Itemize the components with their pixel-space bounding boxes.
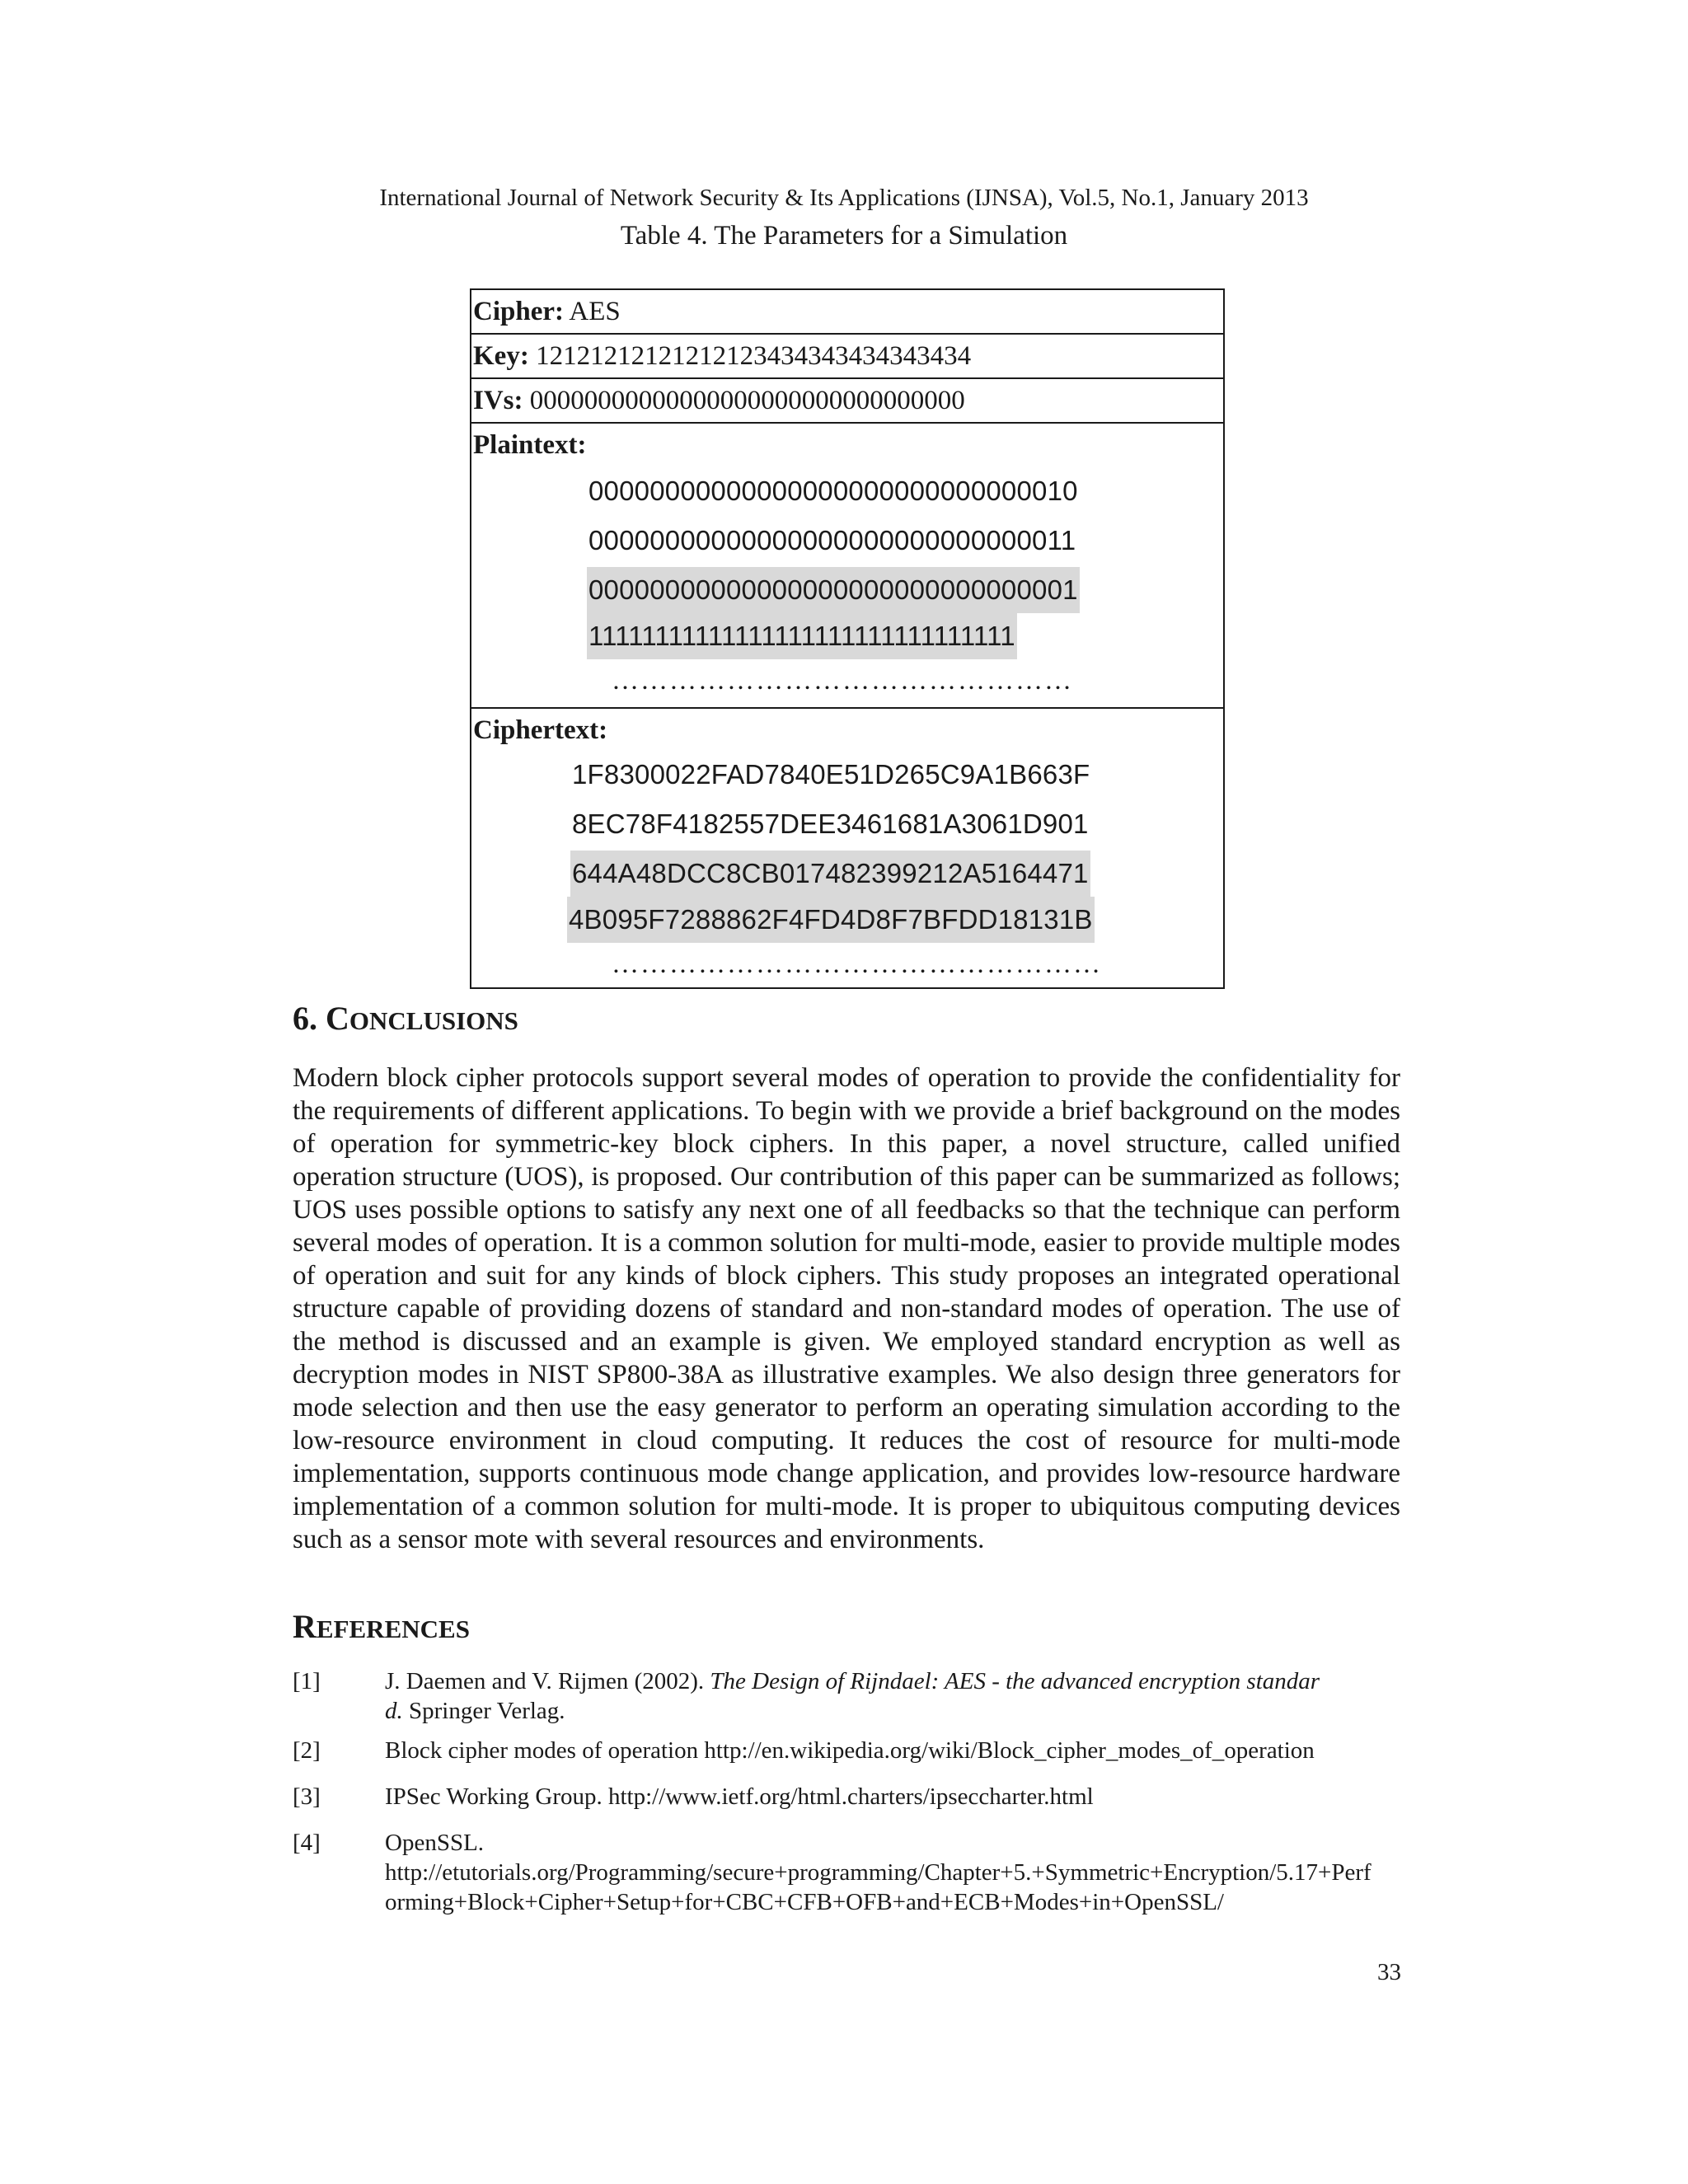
references-heading bbox=[293, 1607, 470, 1649]
conclusions-heading bbox=[293, 999, 518, 1041]
reference-number: [2] bbox=[293, 1737, 321, 1764]
table-row-cipher bbox=[471, 290, 1223, 335]
reference-title: The Design of Rijndael: AES - the advanced encryption standard. bbox=[385, 1668, 1320, 1724]
cipher-label: Cipher: bbox=[473, 297, 564, 326]
plaintext-line-highlighted: 00000000000000000000000000000001 bbox=[587, 567, 1080, 613]
ciphertext-line: 1F8300022FAD7840E51D265C9A1B663F bbox=[572, 759, 1090, 790]
reference-label: OpenSSL. bbox=[385, 1830, 485, 1856]
key-value: 12121212121212123434343434343434 bbox=[528, 341, 972, 371]
iv-value: 00000000000000000000000000000000 bbox=[523, 386, 965, 415]
ciphertext-line: 8EC78F4182557DEE3461681A3061D901 bbox=[572, 808, 1089, 839]
reference-entry bbox=[385, 1828, 1407, 1917]
conclusions-number: 6. bbox=[293, 1000, 326, 1037]
plaintext-line-highlighted: 11111111111111111111111111111111 bbox=[587, 613, 1017, 659]
iv-label: IVs: bbox=[473, 386, 523, 415]
reference-authors: J. Daemen and V. Rijmen (2002). bbox=[385, 1668, 710, 1694]
table-row-ciphertext bbox=[471, 709, 1223, 987]
reference-entry: Block cipher modes of operation http://en.wikipedia.org/wiki/Block_cipher_modes_of_operation bbox=[385, 1737, 1315, 1764]
ciphertext-line-highlighted: 4B095F7288862F4FD4D8F7BFDD18131B bbox=[567, 897, 1095, 943]
conclusions-title-rest: ONCLUSIONS bbox=[349, 1006, 518, 1035]
reference-number: [1] bbox=[293, 1668, 321, 1694]
table-row-key bbox=[471, 335, 1223, 379]
plaintext-line: 00000000000000000000000000000010 bbox=[588, 476, 1078, 506]
table-row-iv bbox=[471, 379, 1223, 424]
table-caption: Table 4. The Parameters for a Simulation bbox=[620, 221, 1068, 251]
page-number: 33 bbox=[1377, 1959, 1401, 1985]
reference-number: [4] bbox=[293, 1830, 321, 1856]
ciphertext-line-highlighted: 644A48DCC8CB017482399212A5164471 bbox=[570, 851, 1090, 897]
reference-url: http://etutorials.org/Programming/secure+programming/Chapter+5.+Symmetric+Encryption/5.17+Performing+Block+Cipher+Setup+for+CBC+CFB+OFB+and+ECB+Modes+in+OpenSSL/ bbox=[385, 1859, 1372, 1915]
conclusions-title-initial: C bbox=[326, 1000, 349, 1037]
reference-number: [3] bbox=[293, 1783, 321, 1810]
ciphertext-ellipsis: …………………………………………… bbox=[612, 949, 1102, 979]
key-label: Key: bbox=[473, 341, 529, 371]
table-row-plaintext bbox=[471, 424, 1223, 709]
plaintext-ellipsis: ………………………………………… bbox=[612, 666, 1073, 696]
ciphertext-label: Ciphertext: bbox=[473, 715, 608, 745]
parameters-table bbox=[470, 288, 1225, 989]
reference-entry: IPSec Working Group. http://www.ietf.org/html.charters/ipseccharter.html bbox=[385, 1783, 1094, 1810]
conclusions-body: Modern block cipher protocols support several modes of operation to provide the confidentiality for the requirements of different applications. To begin with we provide a brief background on the modes of operation for symmetric-key block ciphers. In this paper, a novel structure, called unified operation structure (UOS), is proposed. Our contribution of this paper can be summarized as follows; UOS uses possible options to satisfy any next one of all feedbacks so that the technique can perform several modes of operation. It is a common solution for multi-mode, easier to provide multiple modes of operation and suit for any kinds of block ciphers. This study proposes an integrated operational structure capable of providing dozens of standard and non-standard modes of operation. The use of the method is discussed and an example is given. We employed standard encryption as well as decryption modes in NIST SP800-38A as illustrative examples. We also design three generators for mode selection and then use the easy generator to perform an operating simulation according to the low-resource environment in cloud computing. It reduces the cost of resource for multi-mode implementation, supports continuous mode change application, and provides low-resource hardware implementation of a common solution for multi-mode. It is proper to ubiquitous computing devices such as a sensor mote with several resources and environments. bbox=[293, 1063, 1400, 1554]
reference-publisher: Springer Verlag. bbox=[402, 1698, 565, 1724]
references-title-initial: R bbox=[293, 1608, 316, 1645]
cipher-value: AES bbox=[564, 297, 621, 326]
references-title-rest: EFERENCES bbox=[316, 1615, 470, 1643]
running-header: International Journal of Network Security & Its Applications (IJNSA), Vol.5, No.1, January 2013 bbox=[379, 185, 1309, 211]
plaintext-label: Plaintext: bbox=[473, 430, 587, 460]
plaintext-line: 00000000000000000000000000000011 bbox=[588, 525, 1076, 555]
reference-entry bbox=[385, 1666, 1333, 1726]
